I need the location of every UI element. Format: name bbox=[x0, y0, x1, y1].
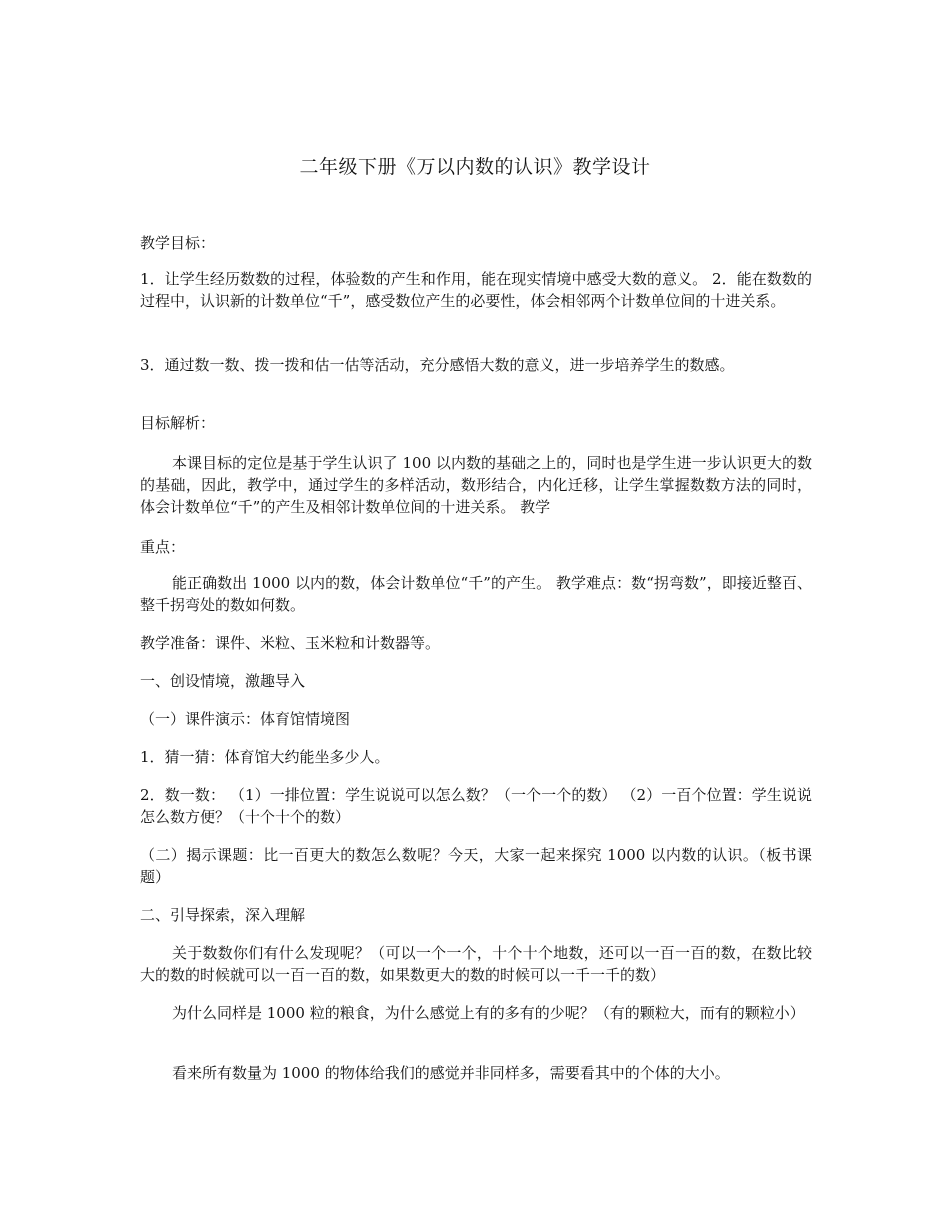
section-heading-create-situation: 一、创设情境，激趣导入 bbox=[140, 672, 306, 690]
section-heading-goal-analysis: 目标解析： bbox=[140, 414, 216, 432]
teaching-preparation: 教学准备：课件、米粒、玉米粒和计数器等。 bbox=[140, 634, 441, 652]
subsection-courseware-demo: （一）课件演示：体育馆情境图 bbox=[140, 710, 351, 728]
section-heading-teaching-goals: 教学目标： bbox=[140, 234, 216, 252]
subsection-reveal-topic: （二）揭示课题：比一百更大的数怎么数呢？今天，大家一起来探究 1000 以内数的认识。（板书课题） bbox=[140, 846, 812, 886]
goal-analysis-paragraph: 本课目标的定位是基于学生认识了 100 以内数的基础之上的，同时也是学生进一步认识更大的数的基础，因此，教学中，通过学生的多样活动，数形结合，内化迁移，让学生掌握数数方法的同时，体会计数单位“千”的产生及相邻计数单位间的十进关系。 教学 bbox=[140, 454, 812, 516]
goal-paragraph-1-2: 1．让学生经历数数的过程，体验数的产生和作用，能在现实情境中感受大数的意义。 2．能在数数的过程中，认识新的计数单位“千”，感受数位产生的必要性，体会相邻两个计数单位间的十进关系。 bbox=[140, 270, 812, 310]
activity-count: 2．数一数： （1）一排位置：学生说说可以怎么数？（一个一个的数） （2）一百个位置：学生说说怎么数方便？（十个十个的数） bbox=[140, 786, 812, 826]
activity-guess: 1．猜一猜：体育馆大约能坐多少人。 bbox=[140, 748, 390, 766]
section-heading-key-points: 重点： bbox=[140, 538, 186, 556]
section-heading-guided-exploration: 二、引导探索，深入理解 bbox=[140, 906, 306, 924]
key-points-paragraph: 能正确数出 1000 以内的数，体会计数单位“千”的产生。 教学难点：数“拐弯数”，即接近整百、整千拐弯处的数如何数。 bbox=[140, 574, 812, 614]
document-title: 二年级下册《万以内数的认识》教学设计 bbox=[299, 156, 651, 178]
exploration-paragraph-1: 关于数数你们有什么发现呢？（可以一个一个，十个十个地数，还可以一百一百的数，在数比较大的数的时候就可以一百一百的数，如果数更大的数的时候可以一千一千的数） bbox=[140, 944, 812, 984]
exploration-paragraph-2: 为什么同样是 1000 粒的粮食，为什么感觉上有的多有的少呢？（有的颗粒大，而有的颗粒小） bbox=[172, 1004, 805, 1022]
exploration-paragraph-3: 看来所有数量为 1000 的物体给我们的感觉并非同样多，需要看其中的个体的大小。 bbox=[172, 1064, 730, 1082]
goal-paragraph-3: 3．通过数一数、拨一拨和估一估等活动，充分感悟大数的意义，进一步培养学生的数感。 bbox=[140, 356, 735, 374]
